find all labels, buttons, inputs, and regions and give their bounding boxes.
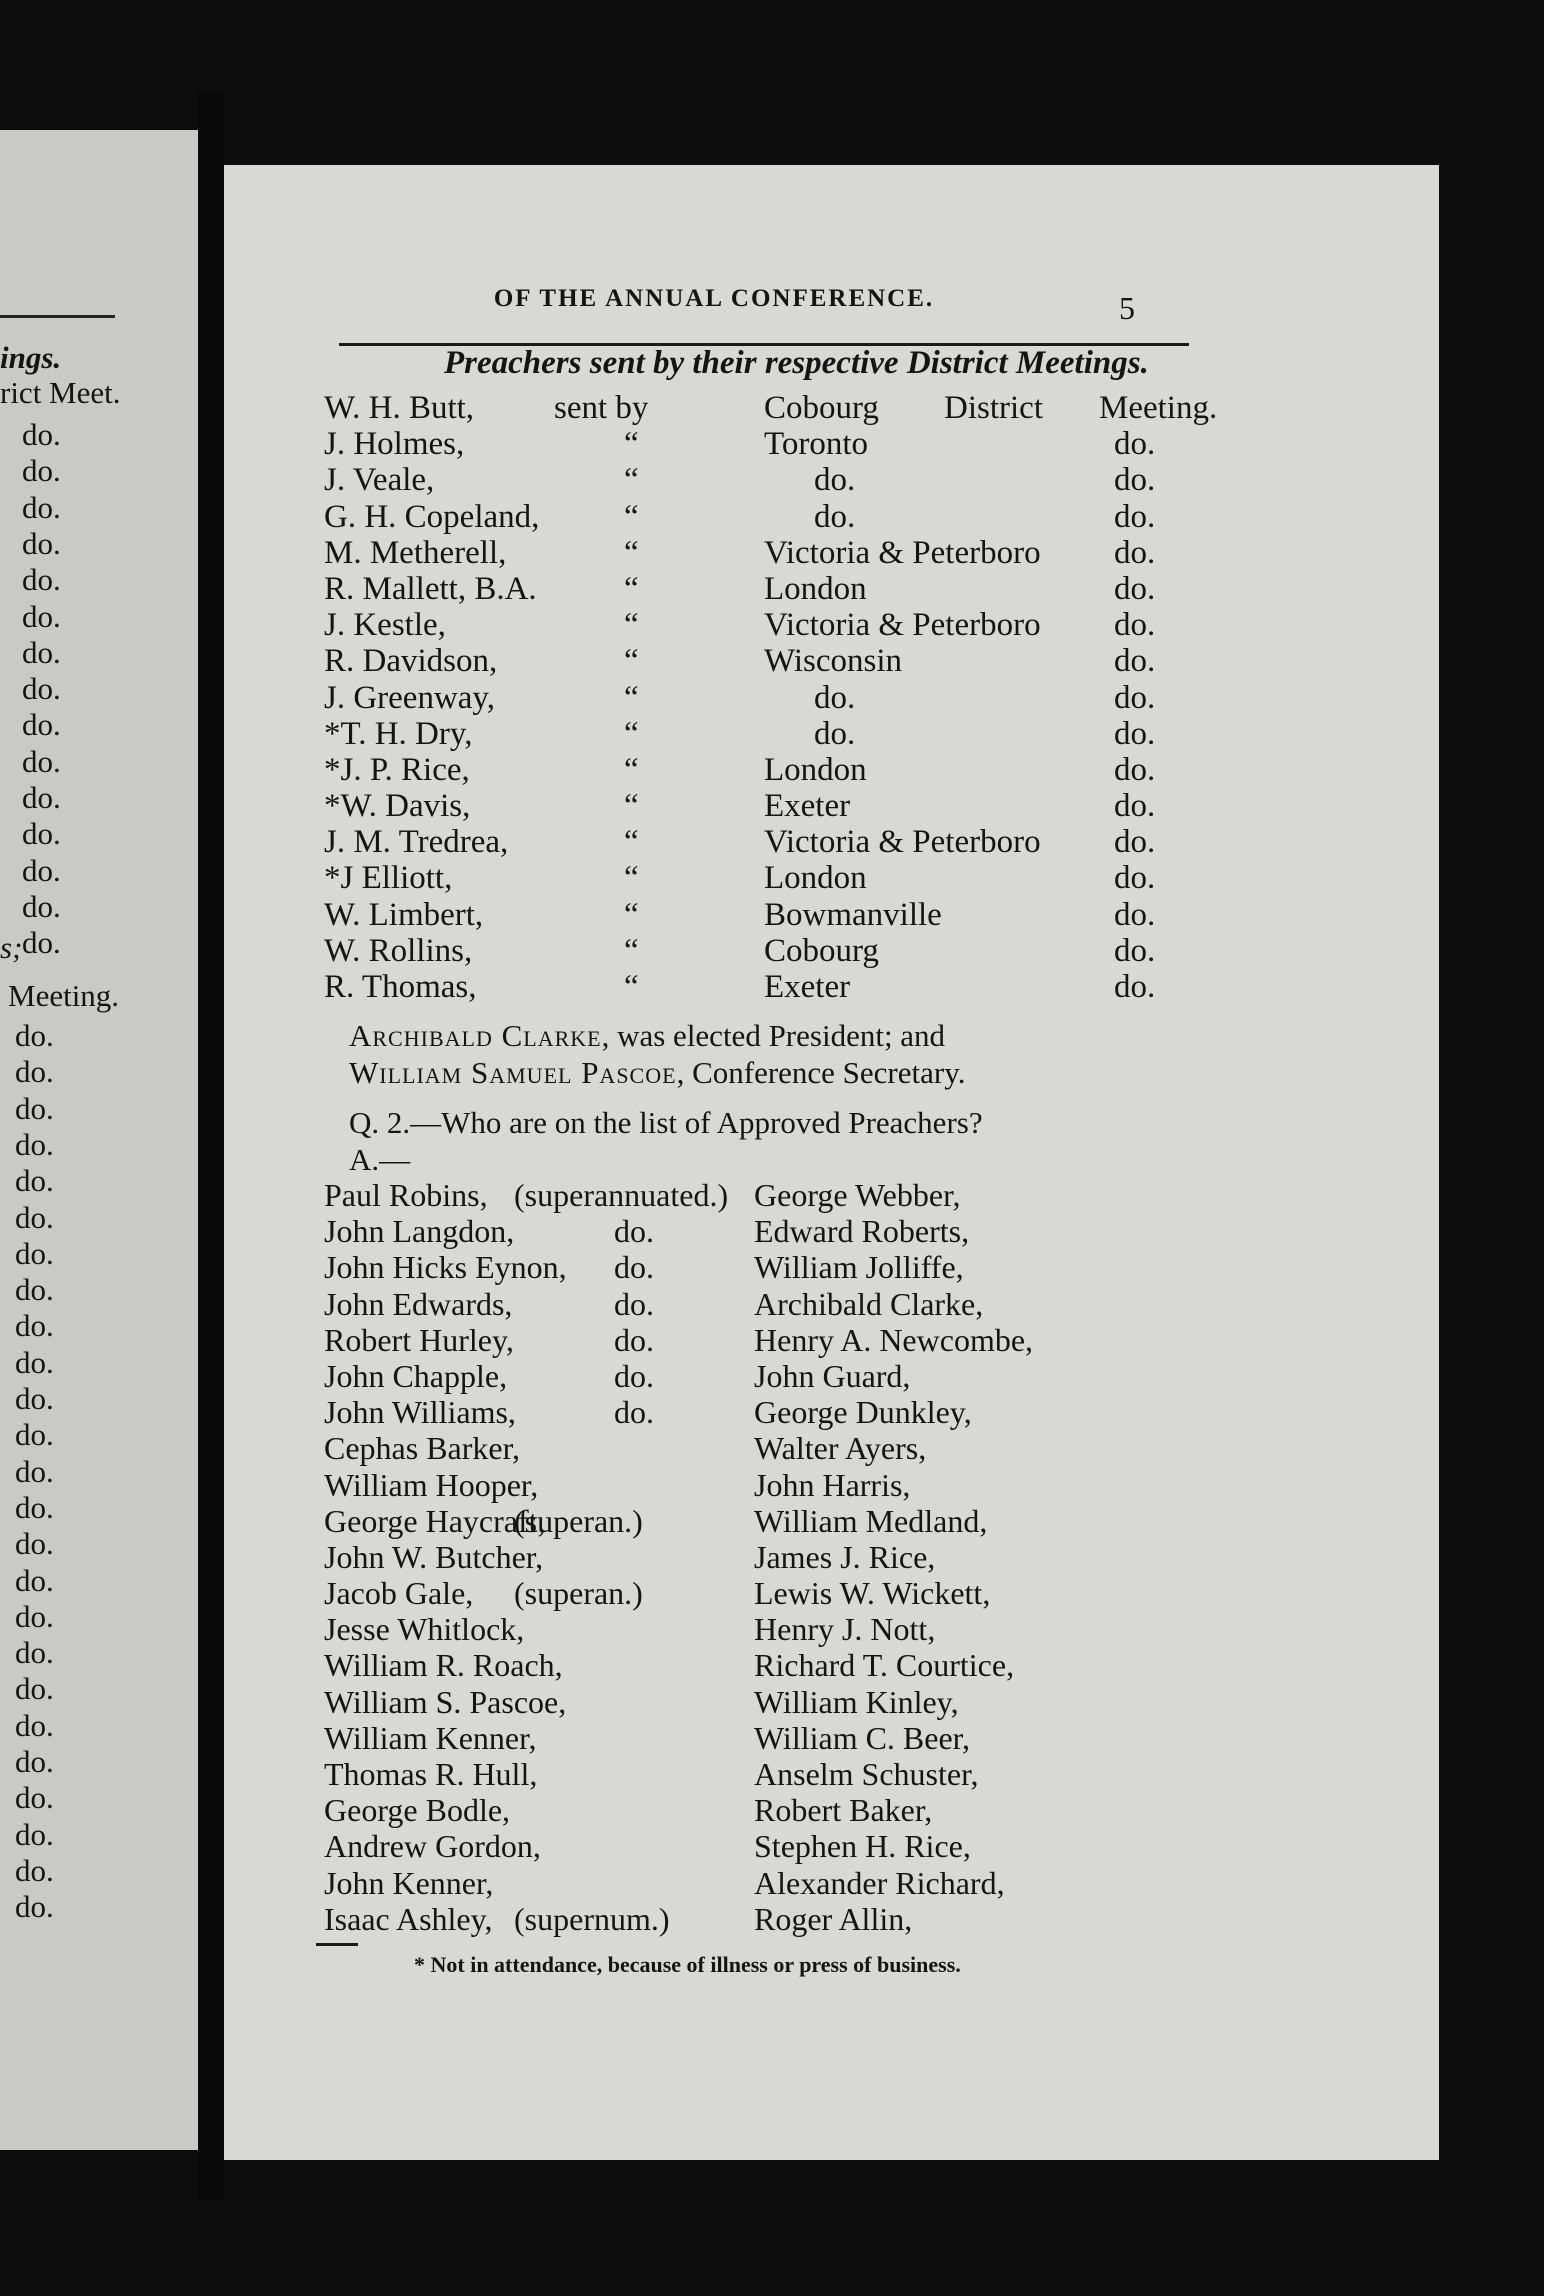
ditto-mark: “	[624, 643, 639, 680]
preacher-left: Andrew Gordon,	[324, 1828, 541, 1865]
preacher-note: (superan.)	[514, 1575, 643, 1612]
delegate-name: R. Mallett, B.A.	[324, 570, 537, 607]
left-fragment-semicolon: s;	[0, 930, 23, 965]
delegate-name: *J Elliott,	[324, 860, 453, 897]
preacher-right: Robert Baker,	[754, 1792, 933, 1829]
delegate-meeting: do.	[1114, 715, 1156, 752]
delegate-name: W. Rollins,	[324, 932, 473, 969]
preacher-left: John W. Butcher,	[324, 1538, 544, 1575]
president-text: , was elected President; and	[601, 1018, 946, 1053]
answer-marker: A.—	[349, 1142, 411, 1177]
delegate-meeting: do.	[1114, 570, 1156, 607]
running-title: OF THE ANNUAL CONFERENCE.	[493, 285, 935, 312]
delegate-name: W. H. Butt,	[324, 390, 475, 426]
left-ditto-mark: do.	[15, 1163, 54, 1199]
left-ditto-mark: do.	[15, 1598, 54, 1634]
footnote: * Not in attendance, because of illness or press of business.	[414, 1952, 961, 1977]
left-ditto-mark: do.	[22, 743, 61, 779]
preacher-left: Cephas Barker,	[324, 1430, 520, 1467]
delegate-name: J. Veale,	[324, 462, 435, 499]
left-ditto-mark: do.	[15, 1707, 54, 1743]
left-ditto-mark: do.	[15, 1744, 54, 1779]
preacher-left: John Hicks Eynon,	[324, 1249, 567, 1286]
preacher-note: do.	[614, 1357, 654, 1394]
preacher-left: John Chapple,	[324, 1357, 508, 1394]
delegate-meeting: do.	[1114, 932, 1156, 969]
question-text: Q. 2.—Who are on the list of Approved Preachers?	[349, 1105, 983, 1140]
book-gutter	[198, 90, 224, 2200]
left-fragment-header: rict Meet.	[0, 375, 121, 410]
delegate-district: do.	[814, 679, 856, 716]
preacher-left: Jacob Gale,	[324, 1575, 474, 1612]
district-label: District	[944, 390, 1043, 426]
preacher-right: Stephen H. Rice,	[754, 1828, 971, 1865]
ditto-mark: “	[624, 788, 639, 825]
left-ditto-mark: do.	[22, 634, 61, 670]
left-ditto-mark: do.	[22, 453, 61, 489]
left-ditto-mark: do.	[22, 671, 61, 707]
delegate-name: *W. Davis,	[324, 788, 471, 825]
delegate-meeting: do.	[1114, 534, 1156, 571]
secretary-name: William Samuel Pascoe	[349, 1055, 677, 1090]
preacher-left: John Langdon,	[324, 1213, 515, 1250]
left-ditto-mark: do.	[15, 1852, 54, 1888]
preacher-left: Robert Hurley,	[324, 1321, 514, 1358]
preacher-left: William Kenner,	[324, 1719, 537, 1756]
delegate-meeting: do.	[1114, 498, 1156, 535]
delegate-district: London	[764, 860, 867, 897]
delegate-meeting: do.	[1114, 824, 1156, 861]
preacher-left: William Hooper,	[324, 1466, 539, 1503]
officers-paragraph	[349, 1017, 965, 1091]
delegate-district: Bowmanville	[764, 896, 942, 933]
left-ditto-mark: do.	[22, 925, 61, 961]
delegate-name: W. Limbert,	[324, 896, 484, 933]
preacher-right: George Webber,	[754, 1177, 961, 1213]
left-ditto-mark: do.	[15, 1199, 54, 1235]
left-ditto-mark: do.	[22, 852, 61, 888]
delegate-name: M. Metherell,	[324, 534, 507, 571]
preacher-note: do.	[614, 1285, 654, 1322]
left-ditto-mark: do.	[15, 1381, 54, 1416]
preacher-right: Henry J. Nott,	[754, 1611, 936, 1648]
left-ditto-mark: do.	[15, 1489, 54, 1525]
left-ditto-mark: do.	[22, 598, 61, 634]
preacher-left: William R. Roach,	[324, 1647, 563, 1684]
delegate-district: Exeter	[764, 969, 851, 1005]
left-ditto-mark: do.	[15, 1526, 54, 1562]
meeting-label: Meeting.	[1099, 390, 1218, 426]
delegate-name: J. Greenway,	[324, 679, 496, 716]
section-title: Preachers sent by their respective District Meetings.	[444, 345, 1149, 381]
ditto-mark: “	[624, 462, 639, 499]
ditto-mark: “	[624, 860, 639, 897]
ditto-mark: “	[624, 751, 639, 788]
footnote-rule	[316, 1943, 358, 1946]
left-ditto-mark: do.	[15, 1126, 54, 1162]
preacher-left: George Haycraft,	[324, 1502, 546, 1539]
preacher-note: do.	[614, 1249, 654, 1286]
preacher-right: Henry A. Newcombe,	[754, 1321, 1034, 1358]
book-page	[224, 165, 1439, 2160]
left-ditto-mark: do.	[22, 525, 61, 561]
delegate-meeting: do.	[1114, 607, 1156, 644]
delegate-district: London	[764, 570, 867, 607]
delegate-district: do.	[814, 715, 856, 752]
delegate-meeting: do.	[1114, 643, 1156, 680]
preacher-right: Archibald Clarke,	[754, 1285, 984, 1322]
president-name: Archibald Clarke	[349, 1018, 602, 1053]
preacher-right: William Kinley,	[754, 1683, 959, 1720]
preacher-note: (superannuated.)	[514, 1177, 729, 1213]
delegate-district: Victoria & Peterboro	[764, 607, 1041, 644]
left-ditto-mark: do.	[15, 1562, 54, 1598]
left-ditto-mark: do.	[22, 780, 61, 815]
preacher-right: Lewis W. Wickett,	[754, 1575, 991, 1612]
secretary-text: , Conference Secretary.	[676, 1055, 966, 1090]
preacher-left: Thomas R. Hull,	[324, 1756, 538, 1792]
ditto-mark: “	[624, 570, 639, 607]
preacher-left: John Edwards,	[324, 1285, 513, 1322]
preacher-right: James J. Rice,	[754, 1538, 936, 1575]
left-ditto-mark: do.	[22, 417, 61, 452]
delegate-meeting: do.	[1114, 860, 1156, 897]
preacher-left: William S. Pascoe,	[324, 1683, 567, 1720]
delegate-meeting: do.	[1114, 679, 1156, 716]
preacher-left: Paul Robins,	[324, 1177, 488, 1213]
preacher-left: Jesse Whitlock,	[324, 1611, 525, 1648]
left-ditto-mark: do.	[15, 1090, 54, 1126]
preacher-right: William C. Beer,	[754, 1719, 971, 1756]
left-ditto-mark: do.	[15, 1417, 54, 1453]
delegate-meeting: do.	[1114, 788, 1156, 825]
left-ditto-mark: do.	[15, 1671, 54, 1707]
ditto-mark: “	[624, 607, 639, 644]
sent-by-label: sent by	[554, 390, 649, 426]
preacher-note: (supernum.)	[514, 1900, 670, 1937]
left-ditto-mark: do.	[22, 489, 61, 525]
preacher-left: Isaac Ashley,	[324, 1900, 493, 1937]
left-ditto-mark: do.	[22, 562, 61, 598]
preacher-right: Alexander Richard,	[754, 1864, 1005, 1901]
preacher-note: do.	[614, 1321, 654, 1358]
preacher-right: William Medland,	[754, 1502, 988, 1539]
ditto-mark: “	[624, 426, 639, 463]
ditto-mark: “	[624, 932, 639, 969]
delegate-meeting: do.	[1114, 896, 1156, 933]
preacher-right: George Dunkley,	[754, 1394, 972, 1431]
preacher-note: do.	[614, 1394, 654, 1431]
left-ditto-mark: do.	[15, 1308, 54, 1344]
preacher-right: Walter Ayers,	[754, 1430, 927, 1467]
delegate-name: G. H. Copeland,	[324, 498, 540, 535]
page-number: 5	[1119, 290, 1135, 326]
delegate-name: J. Kestle,	[324, 607, 446, 644]
delegate-name: J. Holmes,	[324, 426, 465, 463]
preacher-note: (superan.)	[514, 1502, 643, 1539]
delegate-district: Toronto	[764, 426, 869, 463]
delegate-district: Exeter	[764, 788, 851, 825]
delegate-district: Victoria & Peterboro	[764, 824, 1041, 861]
left-header-rule	[0, 315, 115, 318]
left-facing-page	[0, 130, 198, 2150]
left-ditto-mark: do.	[22, 707, 61, 743]
preacher-right: Anselm Schuster,	[754, 1756, 979, 1792]
delegate-name: *T. H. Dry,	[324, 715, 473, 752]
ditto-mark: “	[624, 969, 639, 1005]
ditto-mark: “	[624, 498, 639, 535]
left-ditto-mark: do.	[15, 1018, 54, 1053]
left-ditto-mark: do.	[15, 1453, 54, 1489]
delegate-name: J. M. Tredrea,	[324, 824, 509, 861]
delegate-meeting: do.	[1114, 462, 1156, 499]
preacher-right: Roger Allin,	[754, 1900, 913, 1937]
delegate-meeting: do.	[1114, 969, 1156, 1005]
preacher-left: John Kenner,	[324, 1864, 494, 1901]
left-ditto-mark: do.	[15, 1235, 54, 1271]
ditto-mark: “	[624, 896, 639, 933]
left-ditto-mark: do.	[15, 1889, 54, 1925]
ditto-mark: “	[624, 534, 639, 571]
preacher-right: John Guard,	[754, 1357, 911, 1394]
left-ditto-mark: do.	[15, 1054, 54, 1090]
delegate-district: Wisconsin	[764, 643, 902, 680]
left-ditto-mark: do.	[22, 816, 61, 852]
left-ditto-mark: do.	[15, 1816, 54, 1852]
delegate-name: R. Davidson,	[324, 643, 498, 680]
left-ditto-mark: do.	[15, 1272, 54, 1308]
left-fragment-meeting: Meeting.	[8, 978, 120, 1013]
delegate-district: do.	[814, 462, 856, 499]
delegate-district: Victoria & Peterboro	[764, 534, 1041, 571]
left-ditto-mark: do.	[15, 1344, 54, 1380]
left-ditto-mark: do.	[15, 1635, 54, 1671]
president-line	[349, 1017, 965, 1054]
ditto-mark: “	[624, 715, 639, 752]
preacher-right: Edward Roberts,	[754, 1213, 970, 1250]
secretary-line	[349, 1054, 965, 1091]
left-ditto-mark: do.	[22, 888, 61, 924]
delegate-meeting: do.	[1114, 426, 1156, 463]
preacher-left: John Williams,	[324, 1394, 516, 1431]
delegate-name: *J. P. Rice,	[324, 751, 470, 788]
preacher-right: William Jolliffe,	[754, 1249, 964, 1286]
delegate-name: R. Thomas,	[324, 969, 477, 1005]
delegate-meeting: do.	[1114, 751, 1156, 788]
delegate-district: London	[764, 751, 867, 788]
delegate-district: do.	[814, 498, 856, 535]
left-ditto-mark: do.	[15, 1780, 54, 1816]
ditto-mark: “	[624, 679, 639, 716]
preacher-right: Richard T. Courtice,	[754, 1647, 1015, 1684]
delegate-district: Cobourg	[764, 932, 879, 969]
ditto-mark: “	[624, 824, 639, 861]
preacher-note: do.	[614, 1213, 654, 1250]
preacher-left: George Bodle,	[324, 1792, 511, 1829]
left-fragment-title: ings.	[0, 340, 62, 375]
delegate-district: Cobourg	[764, 390, 879, 426]
preacher-right: John Harris,	[754, 1466, 911, 1503]
